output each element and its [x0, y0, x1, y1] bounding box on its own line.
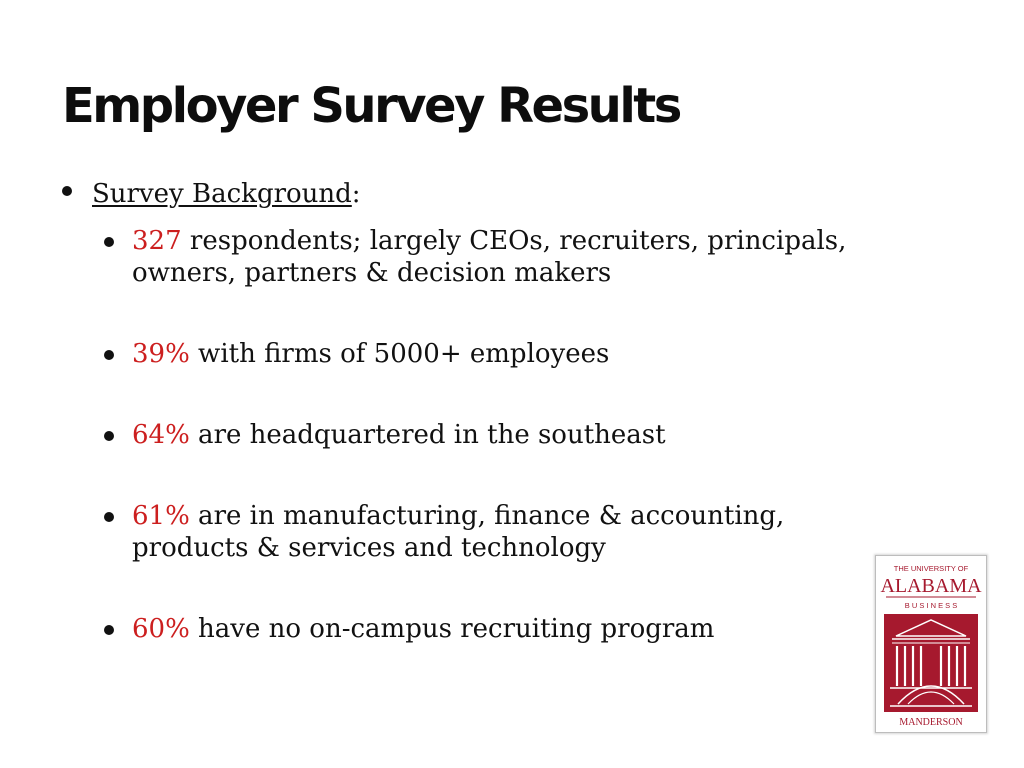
bullet-dot-icon	[104, 512, 114, 522]
university-logo	[875, 555, 987, 733]
item-text: are in manufacturing, finance & accounting, products & services and technology	[132, 501, 785, 563]
list-item	[104, 613, 902, 645]
list-item	[104, 419, 902, 451]
bullet-dot-icon	[62, 186, 72, 196]
list-item	[104, 500, 902, 564]
list-item	[104, 338, 902, 370]
logo-line2: ALABAMA	[880, 575, 982, 597]
bullet-dot-icon	[104, 431, 114, 441]
logo-line1: THE UNIVERSITY OF	[893, 564, 969, 573]
item-text: with firms of 5000+ employees	[189, 339, 610, 369]
survey-background-bullet	[62, 178, 902, 210]
bullet-dot-icon	[104, 625, 114, 635]
item-text: respondents; largely CEOs, recruiters, principals, owners, partners & decision makers	[132, 226, 847, 288]
logo-line3: B U S I N E S S	[904, 601, 958, 610]
item-text: have no on-campus recruiting program	[189, 614, 715, 644]
bullet-dot-icon	[104, 237, 114, 247]
bullet-dot-icon	[104, 350, 114, 360]
survey-background-label: Survey Background	[92, 179, 352, 209]
highlight-number: 61%	[132, 501, 190, 531]
bullet-list	[62, 178, 902, 694]
sub-bullet-list	[104, 225, 902, 645]
list-item	[104, 225, 902, 289]
logo-line4: MANDERSON	[899, 717, 963, 728]
highlight-number: 39%	[132, 339, 190, 369]
highlight-number: 60%	[132, 614, 190, 644]
logo-graphic	[876, 556, 986, 732]
survey-background-colon: :	[351, 179, 361, 209]
item-text: are headquartered in the southeast	[189, 420, 666, 450]
highlight-number: 327	[132, 226, 182, 256]
highlight-number: 64%	[132, 420, 190, 450]
slide-title: Employer Survey Results	[62, 78, 680, 134]
